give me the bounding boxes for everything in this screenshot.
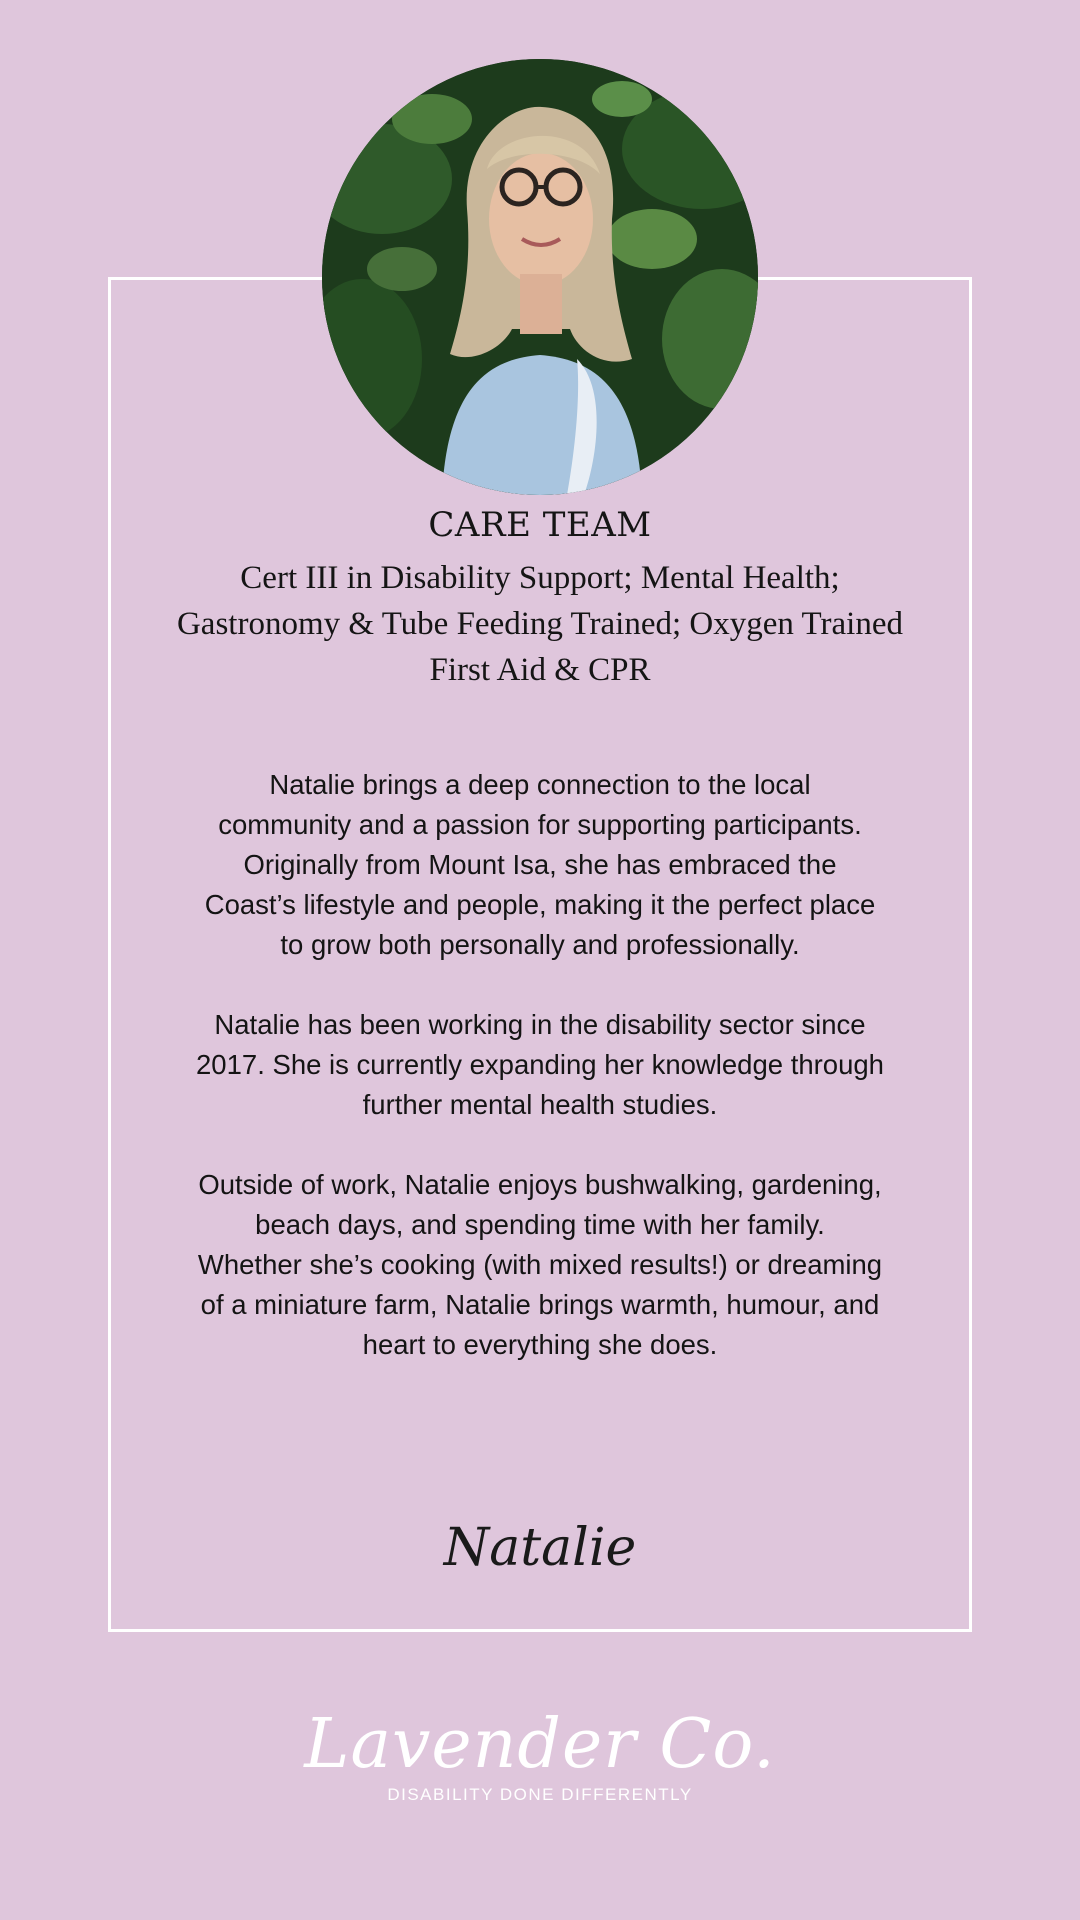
bio-line: beach days, and spending time with her family. [255,1209,825,1240]
bio-line: further mental health studies. [362,1089,718,1120]
qualifications [150,555,930,693]
bio-line: Coast’s lifestyle and people, making it the perfect place [204,889,876,920]
bio-line: of a miniature farm, Natalie brings warmth, humour, and [200,1289,880,1320]
bio-paragraph [150,1005,930,1125]
role-heading: CARE TEAM [428,505,652,545]
bio-line: heart to everything she does. [362,1329,718,1360]
brand-logo [0,1705,1080,1805]
bio-line: Outside of work, Natalie enjoys bushwalking, gardening, [198,1169,882,1200]
bio-paragraph [150,765,930,965]
bio [150,765,930,1405]
bio-line: community and a passion for supporting participants. [218,809,862,840]
bio-line: to grow both personally and professionally. [280,929,800,960]
brand-tagline: DISABILITY DONE DIFFERENTLY [387,1785,693,1804]
bio-line: Natalie has been working in the disability sector since [214,1009,866,1040]
bio-line: Natalie brings a deep connection to the local [269,769,811,800]
portrait-image [322,59,758,495]
qualification-line: First Aid & CPR [429,652,651,688]
bio-line: 2017. She is currently expanding her knowledge through [196,1049,884,1080]
staff-portrait [322,59,758,495]
brand-name: Lavender Co. [304,1705,776,1784]
bio-line: Originally from Mount Isa, she has embraced the [243,849,837,880]
bio-line: Whether she’s cooking (with mixed results!) or dreaming [197,1249,883,1280]
bio-paragraph [150,1165,930,1365]
signature: Natalie [443,1518,637,1578]
qualification-line: Gastronomy & Tube Feeding Trained; Oxygen Trained [176,606,904,642]
qualification-line: Cert III in Disability Support; Mental Health; [240,560,840,596]
